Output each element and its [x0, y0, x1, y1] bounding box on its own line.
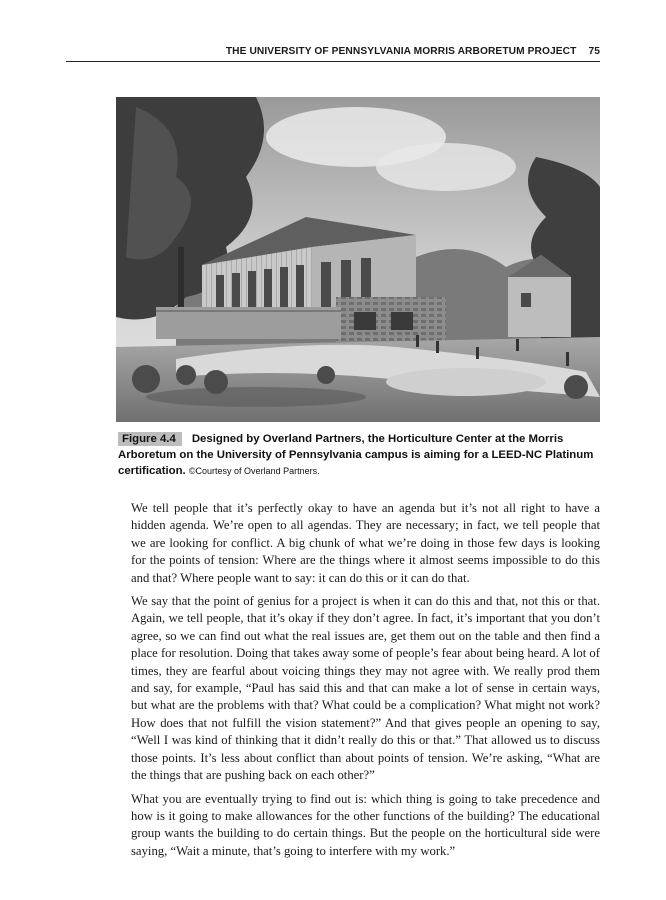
caption-credit: ©Courtesy of Overland Partners.: [188, 466, 320, 476]
header-rule: [66, 61, 600, 62]
figure-label: Figure 4.4: [118, 432, 182, 446]
paragraph: What you are eventually trying to find out is: which thing is going to take precedence and how is it going to make allowances for the other functions of the building? The educational group wants the building to do certain things. But the people on the horticultural side were saying, “Wait a minute, that’s going to interfere with my work.”: [131, 791, 600, 858]
caption-text: Designed by Overland Partners, the Horticulture Center at the Morris Arboretum on the University of Pennsylvania campus is aiming for a LEED-NC Platinum certification.: [118, 433, 594, 477]
figure-illustration: [116, 97, 600, 422]
running-title: THE UNIVERSITY OF PENNSYLVANIA MORRIS ARBORETUM PROJECT: [225, 46, 577, 57]
body-text: [131, 500, 600, 866]
page-number: 75: [588, 46, 600, 57]
paragraph: We say that the point of genius for a project is when it can do this and that, not this or that. Again, we tell people, that it’s okay if they don’t agree. In fact, it’s important that you don’t agree, so we can find out what the real issues are, get them out on the table and then find a place for resolution. Doing that takes away some of people’s fear about being heard. A lot of times, they are fearful about voicing things they may not agree with. We really prod them and say, for example, “Paul has said this and that can make a lot of sense in certain ways, but what are the problems with that? What could be a complication? What might not work? How does that not fulfill the vision statement?” And that gives people an opening to say, “Well I was kind of thinking that it didn’t really do this or that.” That allowed us to discuss those points. It’s less about conflict than about points of tension. We’re asking, “What are the things that are pushing back on each other?”: [131, 594, 600, 783]
paragraph: We tell people that it’s perfectly okay to have an agenda but it’s not all right to have a hidden agenda. We’re open to all agendas. They are necessary; in fact, we tell people that we are looking for conflict. A big chunk of what we’re doing in those few days is looking for the points of tension: Where are the things where it almost seems impossible to do this and that? Where people want to say: it can do this or it can do that.: [131, 501, 600, 585]
figure-caption: [118, 431, 600, 479]
running-head: [118, 46, 600, 60]
